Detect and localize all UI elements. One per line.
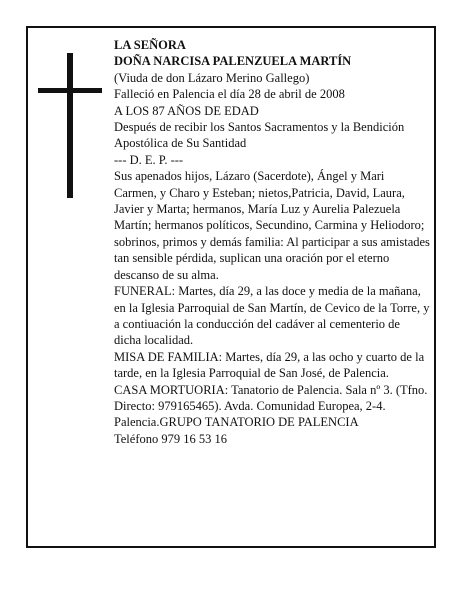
widow-line: (Viuda de don Lázaro Merino Gallego)	[114, 70, 310, 85]
age-line: A LOS 87 AÑOS DE EDAD	[114, 103, 259, 118]
mortuary-paragraph: CASA MORTUORIA: Tanatorio de Palencia. Sala nº 3. (Tfno. Directo: 979165465). Avda. Comunidad Europea, 2-4. Palencia.GRUPO TANATORIO DE PALENCIA	[114, 382, 428, 430]
funeral-paragraph: FUNERAL: Martes, día 29, a las doce y media de la mañana, en la Iglesia Parroquial de San Martín, de Cevico de la Torre, y a contiuación la conducción del cadáver al cementerio de dicha localidad.	[114, 284, 430, 348]
rip-line: --- D. E. P. ---	[114, 152, 184, 167]
death-line: Falleció en Palencia el día 28 de abril de 2008	[114, 87, 345, 102]
deceased-name: DOÑA NARCISA PALENZUELA MARTÍN	[114, 54, 352, 69]
sacraments-paragraph: Después de recibir los Santos Sacramentos y la Bendición Apostólica de Su Santidad	[114, 120, 405, 151]
obituary-notice	[26, 26, 436, 548]
phone-line: Teléfono 979 16 53 16	[114, 431, 227, 446]
cross-icon-bar	[38, 88, 102, 93]
title-line: LA SEÑORA	[114, 38, 186, 52]
family-paragraph: Sus apenados hijos, Lázaro (Sacerdote), Ángel y Mari Carmen, y Charo y Esteban; nietos,Patricia, David, Laura, Javier y Marta; hermanos, María Luz y Aurelia Palezuela Martín; hermanos políticos, Secundino, Carmina y Heliodoro; sobrinos, primos y demás familia: Al participar a sus amistades tan sensible pérdida, suplican una oración por el eterno descanso de su alma.	[114, 169, 430, 282]
cross-icon	[67, 53, 73, 198]
mass-paragraph: MISA DE FAMILIA: Martes, día 29, a las ocho y cuarto de la tarde, en la Iglesia Parroquial de San José, de Palencia.	[114, 349, 425, 381]
obituary-text	[114, 37, 430, 447]
